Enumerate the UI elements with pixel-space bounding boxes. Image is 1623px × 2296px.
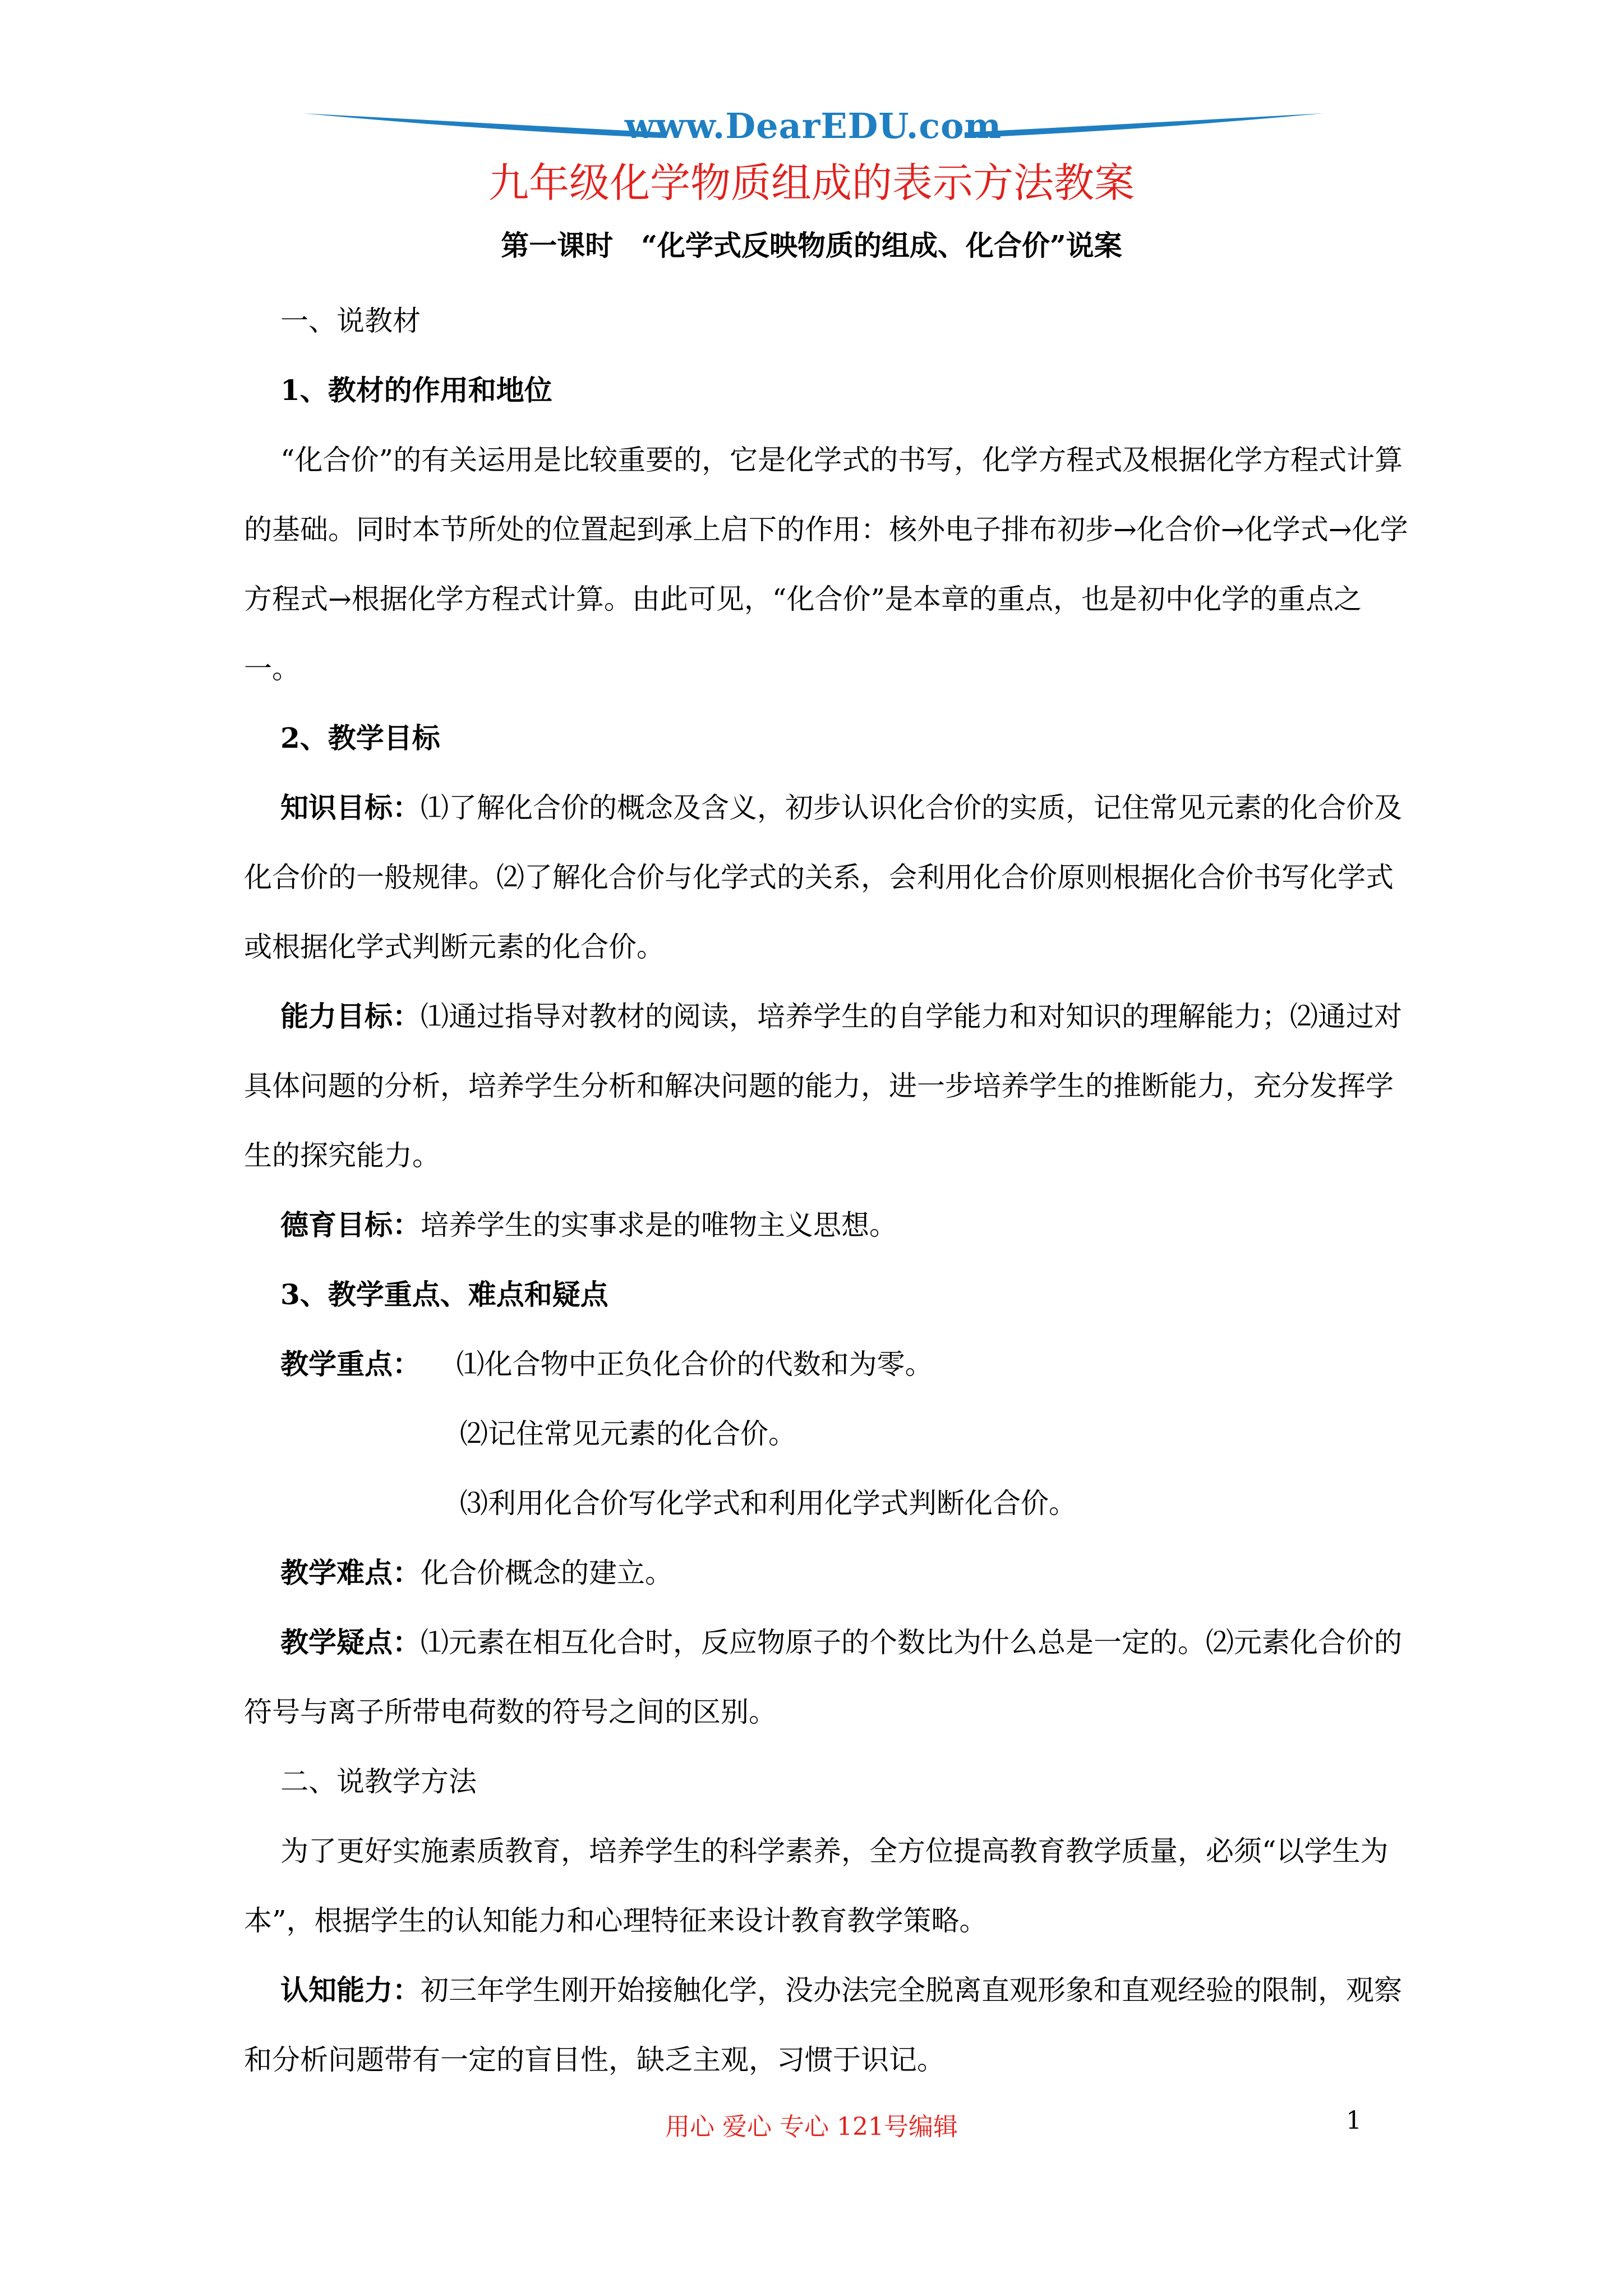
- key-item: ⑴化合物中正负化合价的代数和为零。: [456, 1348, 933, 1381]
- subsection-heading: 1、教材的作用和地位: [280, 374, 552, 407]
- document-title: 九年级化学物质组成的表示方法教案: [488, 159, 1135, 206]
- cognition: [244, 1955, 1410, 2095]
- goal-text: ⑴通过指导对教材的阅读，培养学生的自学能力和对知识的理解能力；⑵通过对具体问题的分析，培养学生分析和解决问题的能力，进一步培养学生的推断能力，充分发挥学生的探究能力。: [244, 1000, 1402, 1172]
- document-subtitle: 第一课时 “化学式反映物质的组成、化合价”说案: [501, 229, 1122, 262]
- site-url: www.DearEDU.com: [624, 105, 1002, 146]
- cognition-text: 初三年学生刚开始接触化学，没办法完全脱离直观形象和直观经验的限制，观察和分析问题带有一定的盲目性，缺乏主观，习惯于识记。: [244, 1974, 1402, 2076]
- section-heading: 一、说教材: [280, 305, 421, 337]
- document-body: [244, 286, 1410, 2095]
- cognition-label: 认知能力：: [280, 1973, 421, 2007]
- key-item: ⑵记住常见元素的化合价。: [460, 1418, 796, 1450]
- footer-text: 用心 爱心 专心 121号编辑: [665, 2113, 958, 2141]
- subsection-heading: 3、教学重点、难点和疑点: [280, 1278, 608, 1311]
- goal-knowledge: [244, 773, 1410, 982]
- goal-text: ⑴了解化合价的概念及含义，初步认识化合价的实质，记住常见元素的化合价及化合价的一般规律。⑵了解化合价与化学式的关系，会利用化合价原则根据化合价书写化学式或根据化学式判断元素的化合价。: [244, 792, 1402, 963]
- key-label: 教学重点：: [280, 1347, 421, 1381]
- site-banner: [303, 101, 1324, 151]
- goal-label: 知识目标：: [280, 791, 421, 824]
- subsection-heading: 2、教学目标: [280, 721, 440, 754]
- goal-ability: [244, 982, 1410, 1190]
- difficulty: [244, 1538, 1410, 1608]
- paragraph: 为了更好实施素质教育，培养学生的科学素养，全方位提高教育教学质量，必须“以学生为本”，根据学生的认知能力和心理特征来设计教育教学策略。: [244, 1835, 1389, 1937]
- difficulty-text: 化合价概念的建立。: [421, 1557, 673, 1589]
- section-heading: 二、说教学方法: [280, 1765, 477, 1798]
- doubt: [244, 1608, 1410, 1747]
- goal-label: 能力目标：: [280, 1000, 421, 1033]
- difficulty-label: 教学难点：: [280, 1556, 421, 1589]
- goal-moral: [244, 1190, 1410, 1260]
- key-points: [244, 1329, 1410, 1399]
- key-item: ⑶利用化合价写化学式和利用化学式判断化合价。: [460, 1487, 1077, 1520]
- paragraph: “化合价”的有关运用是比较重要的，它是化学式的书写，化学方程式及根据化学方程式计算的基础。同时本节所处的位置起到承上启下的作用：核外电子排布初步→化合价→化学式→化学方程式→根据化学方程式计算。由此可见，“化合价”是本章的重点，也是初中化学的重点之一。: [244, 444, 1408, 685]
- goal-label: 德育目标：: [280, 1208, 421, 1241]
- page-number: 1: [1346, 2106, 1362, 2135]
- doubt-label: 教学疑点：: [280, 1626, 421, 1659]
- doubt-text: ⑴元素在相互化合时，反应物原子的个数比为什么总是一定的。⑵元素化合价的符号与离子所带电荷数的符号之间的区别。: [244, 1626, 1402, 1728]
- goal-text: 培养学生的实事求是的唯物主义思想。: [421, 1209, 897, 1241]
